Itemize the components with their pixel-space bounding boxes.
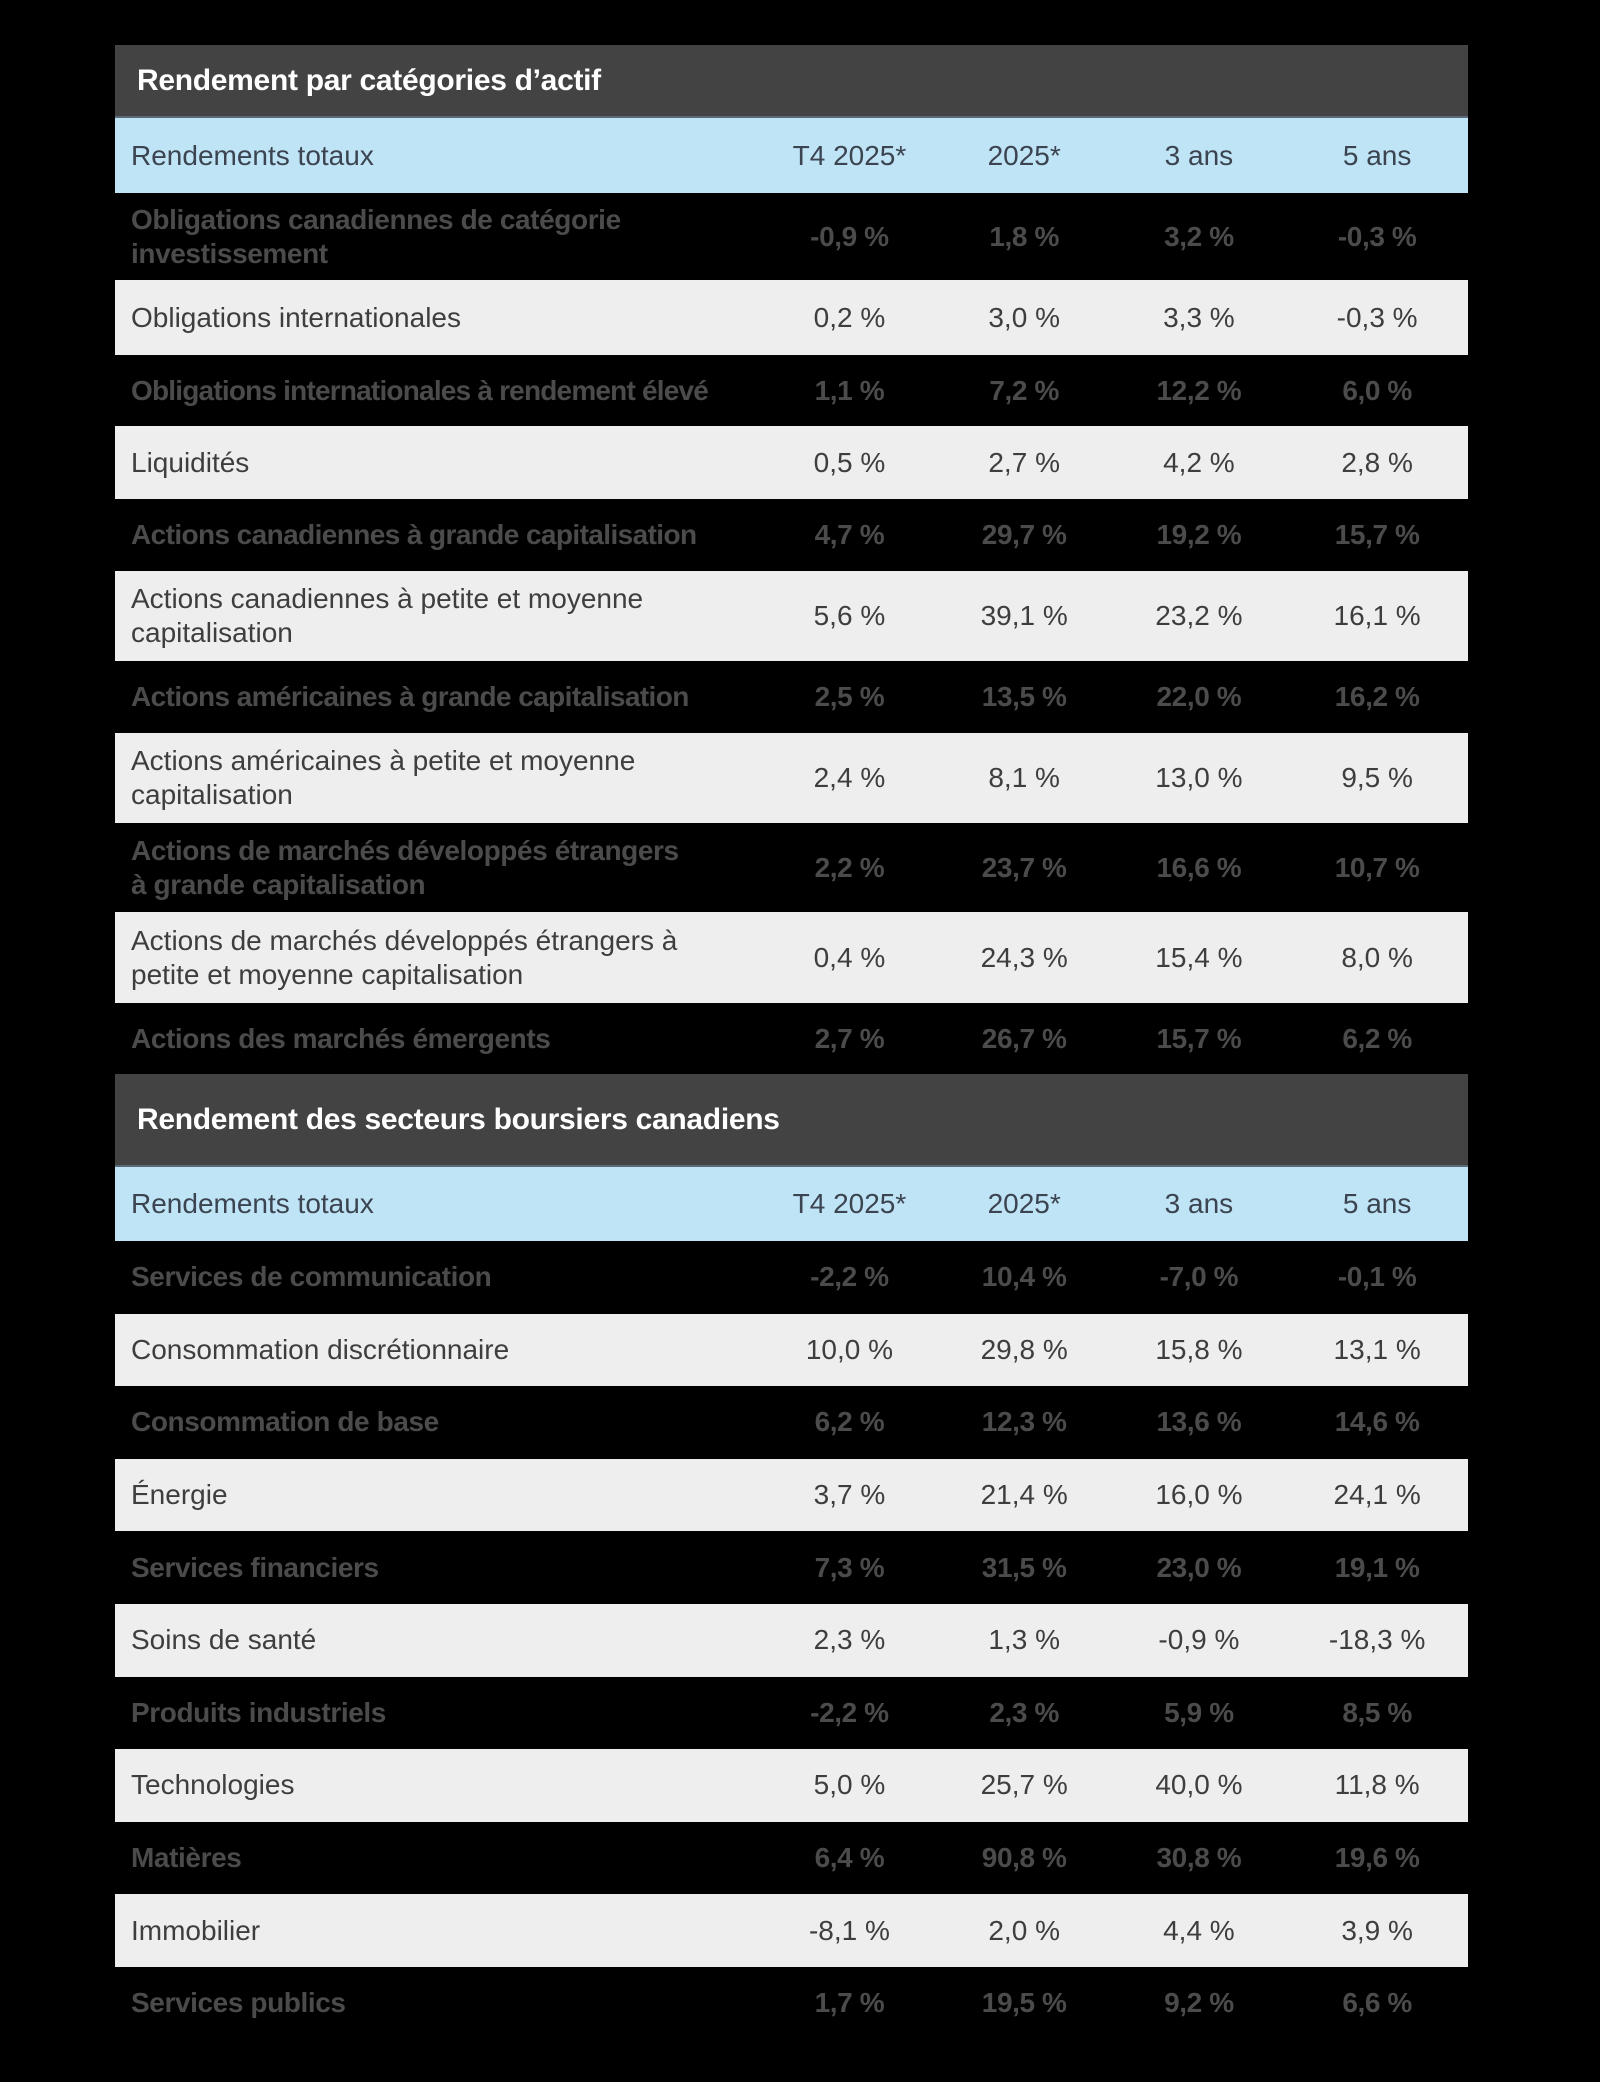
row-q4: 6,4 % (814, 1842, 885, 1874)
row-ytd: 8,1 % (988, 762, 1060, 793)
row-q4: 1,1 % (814, 374, 885, 406)
header-5y: 5 ans (1342, 1188, 1412, 1219)
table-row (115, 1241, 1468, 1314)
row-label: Services de communication (131, 1261, 492, 1293)
row-3y: 16,0 % (1155, 1479, 1243, 1511)
row-ytd: 26,7 % (981, 1022, 1067, 1054)
row-5y: 11,8 % (1334, 1769, 1420, 1801)
row-5y: 10,7 % (1334, 851, 1420, 883)
table-row (115, 571, 1468, 661)
row-3y: 15,4 % (1155, 941, 1243, 973)
asset-class-table (115, 45, 1468, 1074)
table-row (115, 733, 1468, 823)
table-row (115, 1677, 1468, 1750)
table-row (115, 1386, 1468, 1459)
row-5y: 19,1 % (1334, 1551, 1420, 1583)
row-3y: 23,0 % (1156, 1551, 1242, 1583)
header-5y: 5 ans (1342, 139, 1412, 171)
header-ytd: 2025* (987, 139, 1061, 171)
row-ytd: 23,7 % (981, 851, 1067, 883)
row-5y: 9,5 % (1341, 762, 1413, 793)
table-row (115, 499, 1468, 571)
row-5y: -18,3 % (1328, 1624, 1426, 1656)
row-ytd: 7,2 % (989, 374, 1059, 406)
row-label: Obligations internationales à rendement élevé (131, 374, 709, 406)
row-label: Actions canadiennes à grande capitalisation (131, 519, 697, 550)
row-q4: 0,5 % (813, 446, 886, 478)
row-q4: 2,5 % (814, 681, 885, 712)
row-label: Actions canadiennes à petite et moyenne capitalisation (131, 583, 644, 648)
row-5y: 16,2 % (1334, 681, 1420, 712)
row-3y: 13,6 % (1156, 1406, 1242, 1438)
row-3y: 16,6 % (1156, 851, 1242, 883)
row-5y: 6,0 % (1342, 374, 1412, 406)
row-ytd: 3,0 % (988, 301, 1060, 333)
row-label: Technologies (131, 1769, 295, 1801)
row-label: Liquidités (131, 446, 250, 478)
row-ytd: 2,0 % (988, 1914, 1060, 1946)
row-ytd: 29,8 % (980, 1333, 1068, 1365)
row-ytd: 2,3 % (989, 1696, 1059, 1728)
row-q4: 1,7 % (814, 1987, 885, 2019)
row-3y: 4,2 % (1163, 446, 1235, 478)
table-row (115, 1967, 1468, 2040)
row-3y: 23,2 % (1155, 600, 1243, 631)
row-3y: 40,0 % (1155, 1769, 1243, 1801)
row-label: Consommation de base (131, 1406, 439, 1438)
header-3y: 3 ans (1164, 1188, 1234, 1219)
row-q4: 7,3 % (814, 1551, 885, 1583)
row-q4: 6,2 % (814, 1406, 885, 1438)
table-row (115, 823, 1468, 912)
header-label: Rendements totaux (131, 1188, 374, 1219)
row-label: Énergie (131, 1479, 228, 1511)
row-5y: 6,2 % (1342, 1022, 1412, 1054)
row-label: Soins de santé (131, 1624, 317, 1656)
row-label: Immobilier (131, 1914, 261, 1946)
row-3y: 9,2 % (1164, 1987, 1234, 2019)
table-row (115, 661, 1468, 733)
table-row (115, 426, 1468, 499)
row-5y: 16,1 % (1333, 600, 1421, 631)
row-q4: -8,1 % (808, 1914, 890, 1946)
row-label: Matières (131, 1842, 242, 1874)
row-3y: 4,4 % (1163, 1914, 1235, 1946)
row-q4: 2,7 % (814, 1022, 885, 1054)
row-3y: -7,0 % (1159, 1261, 1239, 1293)
row-label: Produits industriels (131, 1696, 386, 1728)
table-row (115, 280, 1468, 355)
row-5y: 14,6 % (1334, 1406, 1420, 1438)
header-q4: T4 2025* (792, 1188, 907, 1219)
asset-class-title (115, 45, 1468, 118)
row-3y: 19,2 % (1156, 519, 1242, 550)
row-q4: 5,0 % (813, 1769, 886, 1801)
row-ytd: 1,8 % (989, 220, 1059, 252)
row-5y: 8,5 % (1342, 1696, 1412, 1728)
row-5y: 13,1 % (1333, 1333, 1421, 1365)
row-ytd: 25,7 % (980, 1769, 1068, 1801)
row-3y: 13,0 % (1155, 762, 1243, 793)
table-row (115, 1531, 1468, 1604)
table-row (115, 1822, 1468, 1895)
row-ytd: 90,8 % (981, 1842, 1067, 1874)
row-5y: 24,1 % (1333, 1479, 1421, 1511)
row-q4: 2,4 % (813, 762, 886, 793)
table-row (115, 1459, 1468, 1532)
row-label: Actions de marchés développés étrangers à petite et moyenne capitalisation (131, 924, 678, 990)
row-3y: -0,9 % (1158, 1624, 1240, 1656)
row-5y: 8,0 % (1341, 941, 1413, 973)
row-q4: -0,9 % (810, 220, 889, 252)
row-5y: 3,9 % (1341, 1914, 1413, 1946)
row-ytd: 13,5 % (981, 681, 1067, 712)
table-row (115, 1894, 1468, 1967)
row-3y: 30,8 % (1156, 1842, 1242, 1874)
row-3y: 22,0 % (1156, 681, 1242, 712)
row-label: Actions des marchés émergents (131, 1022, 551, 1054)
row-5y: -0,3 % (1336, 301, 1418, 333)
row-5y: 6,6 % (1342, 1987, 1412, 2019)
sector-title (115, 1074, 1468, 1167)
row-ytd: 12,3 % (981, 1406, 1067, 1438)
row-q4: 5,6 % (813, 600, 886, 631)
sector-title-text: Rendement des secteurs boursiers canadiens (137, 1102, 780, 1136)
row-q4: 2,3 % (813, 1624, 886, 1656)
row-label: Obligations canadiennes de catégorie investissement (131, 203, 621, 269)
row-5y: -0,3 % (1337, 220, 1417, 252)
table-row (115, 193, 1468, 280)
row-label: Consommation discrétionnaire (131, 1333, 510, 1365)
row-5y: 2,8 % (1341, 446, 1413, 478)
row-label: Actions américaines à petite et moyenne capitalisation (131, 745, 636, 810)
row-3y: 12,2 % (1156, 374, 1242, 406)
row-3y: 15,8 % (1155, 1333, 1243, 1365)
row-label: Obligations internationales (131, 301, 461, 333)
row-label: Services financiers (131, 1551, 379, 1583)
row-5y: 19,6 % (1334, 1842, 1420, 1874)
row-5y: -0,1 % (1337, 1261, 1417, 1293)
row-3y: 15,7 % (1156, 1022, 1242, 1054)
row-3y: 3,3 % (1163, 301, 1235, 333)
row-3y: 3,2 % (1164, 220, 1234, 252)
row-ytd: 31,5 % (981, 1551, 1067, 1583)
asset-class-header-row (115, 118, 1468, 193)
row-q4: 0,2 % (813, 301, 886, 333)
table-row (115, 1003, 1468, 1074)
sector-table (115, 1074, 1468, 2040)
row-q4: -2,2 % (810, 1696, 889, 1728)
row-ytd: 19,5 % (981, 1987, 1067, 2019)
row-3y: 5,9 % (1164, 1696, 1234, 1728)
row-q4: -2,2 % (810, 1261, 889, 1293)
row-label: Actions américaines à grande capitalisation (131, 681, 689, 712)
row-ytd: 29,7 % (981, 519, 1067, 550)
row-ytd: 2,7 % (988, 446, 1060, 478)
table-row (115, 912, 1468, 1003)
row-ytd: 10,4 % (981, 1261, 1067, 1293)
row-ytd: 39,1 % (980, 600, 1068, 631)
row-label: Actions de marchés développés étrangers à grande capitalisation (131, 834, 679, 900)
row-q4: 0,4 % (813, 941, 886, 973)
header-q4: T4 2025* (792, 139, 907, 171)
asset-class-title-text: Rendement par catégories d’actif (137, 63, 601, 97)
row-q4: 4,7 % (814, 519, 885, 550)
header-label: Rendements totaux (131, 139, 374, 171)
row-q4: 2,2 % (814, 851, 885, 883)
header-3y: 3 ans (1164, 139, 1234, 171)
row-label: Services publics (131, 1987, 346, 2019)
table-row (115, 355, 1468, 426)
sector-header-row (115, 1167, 1468, 1241)
row-ytd: 1,3 % (988, 1624, 1060, 1656)
row-q4: 10,0 % (805, 1333, 894, 1365)
row-q4: 3,7 % (813, 1479, 886, 1511)
table-row (115, 1314, 1468, 1387)
row-ytd: 21,4 % (980, 1479, 1068, 1511)
table-row (115, 1604, 1468, 1677)
table-row (115, 1749, 1468, 1822)
row-ytd: 24,3 % (980, 941, 1068, 973)
header-ytd: 2025* (987, 1188, 1061, 1219)
row-5y: 15,7 % (1334, 519, 1420, 550)
